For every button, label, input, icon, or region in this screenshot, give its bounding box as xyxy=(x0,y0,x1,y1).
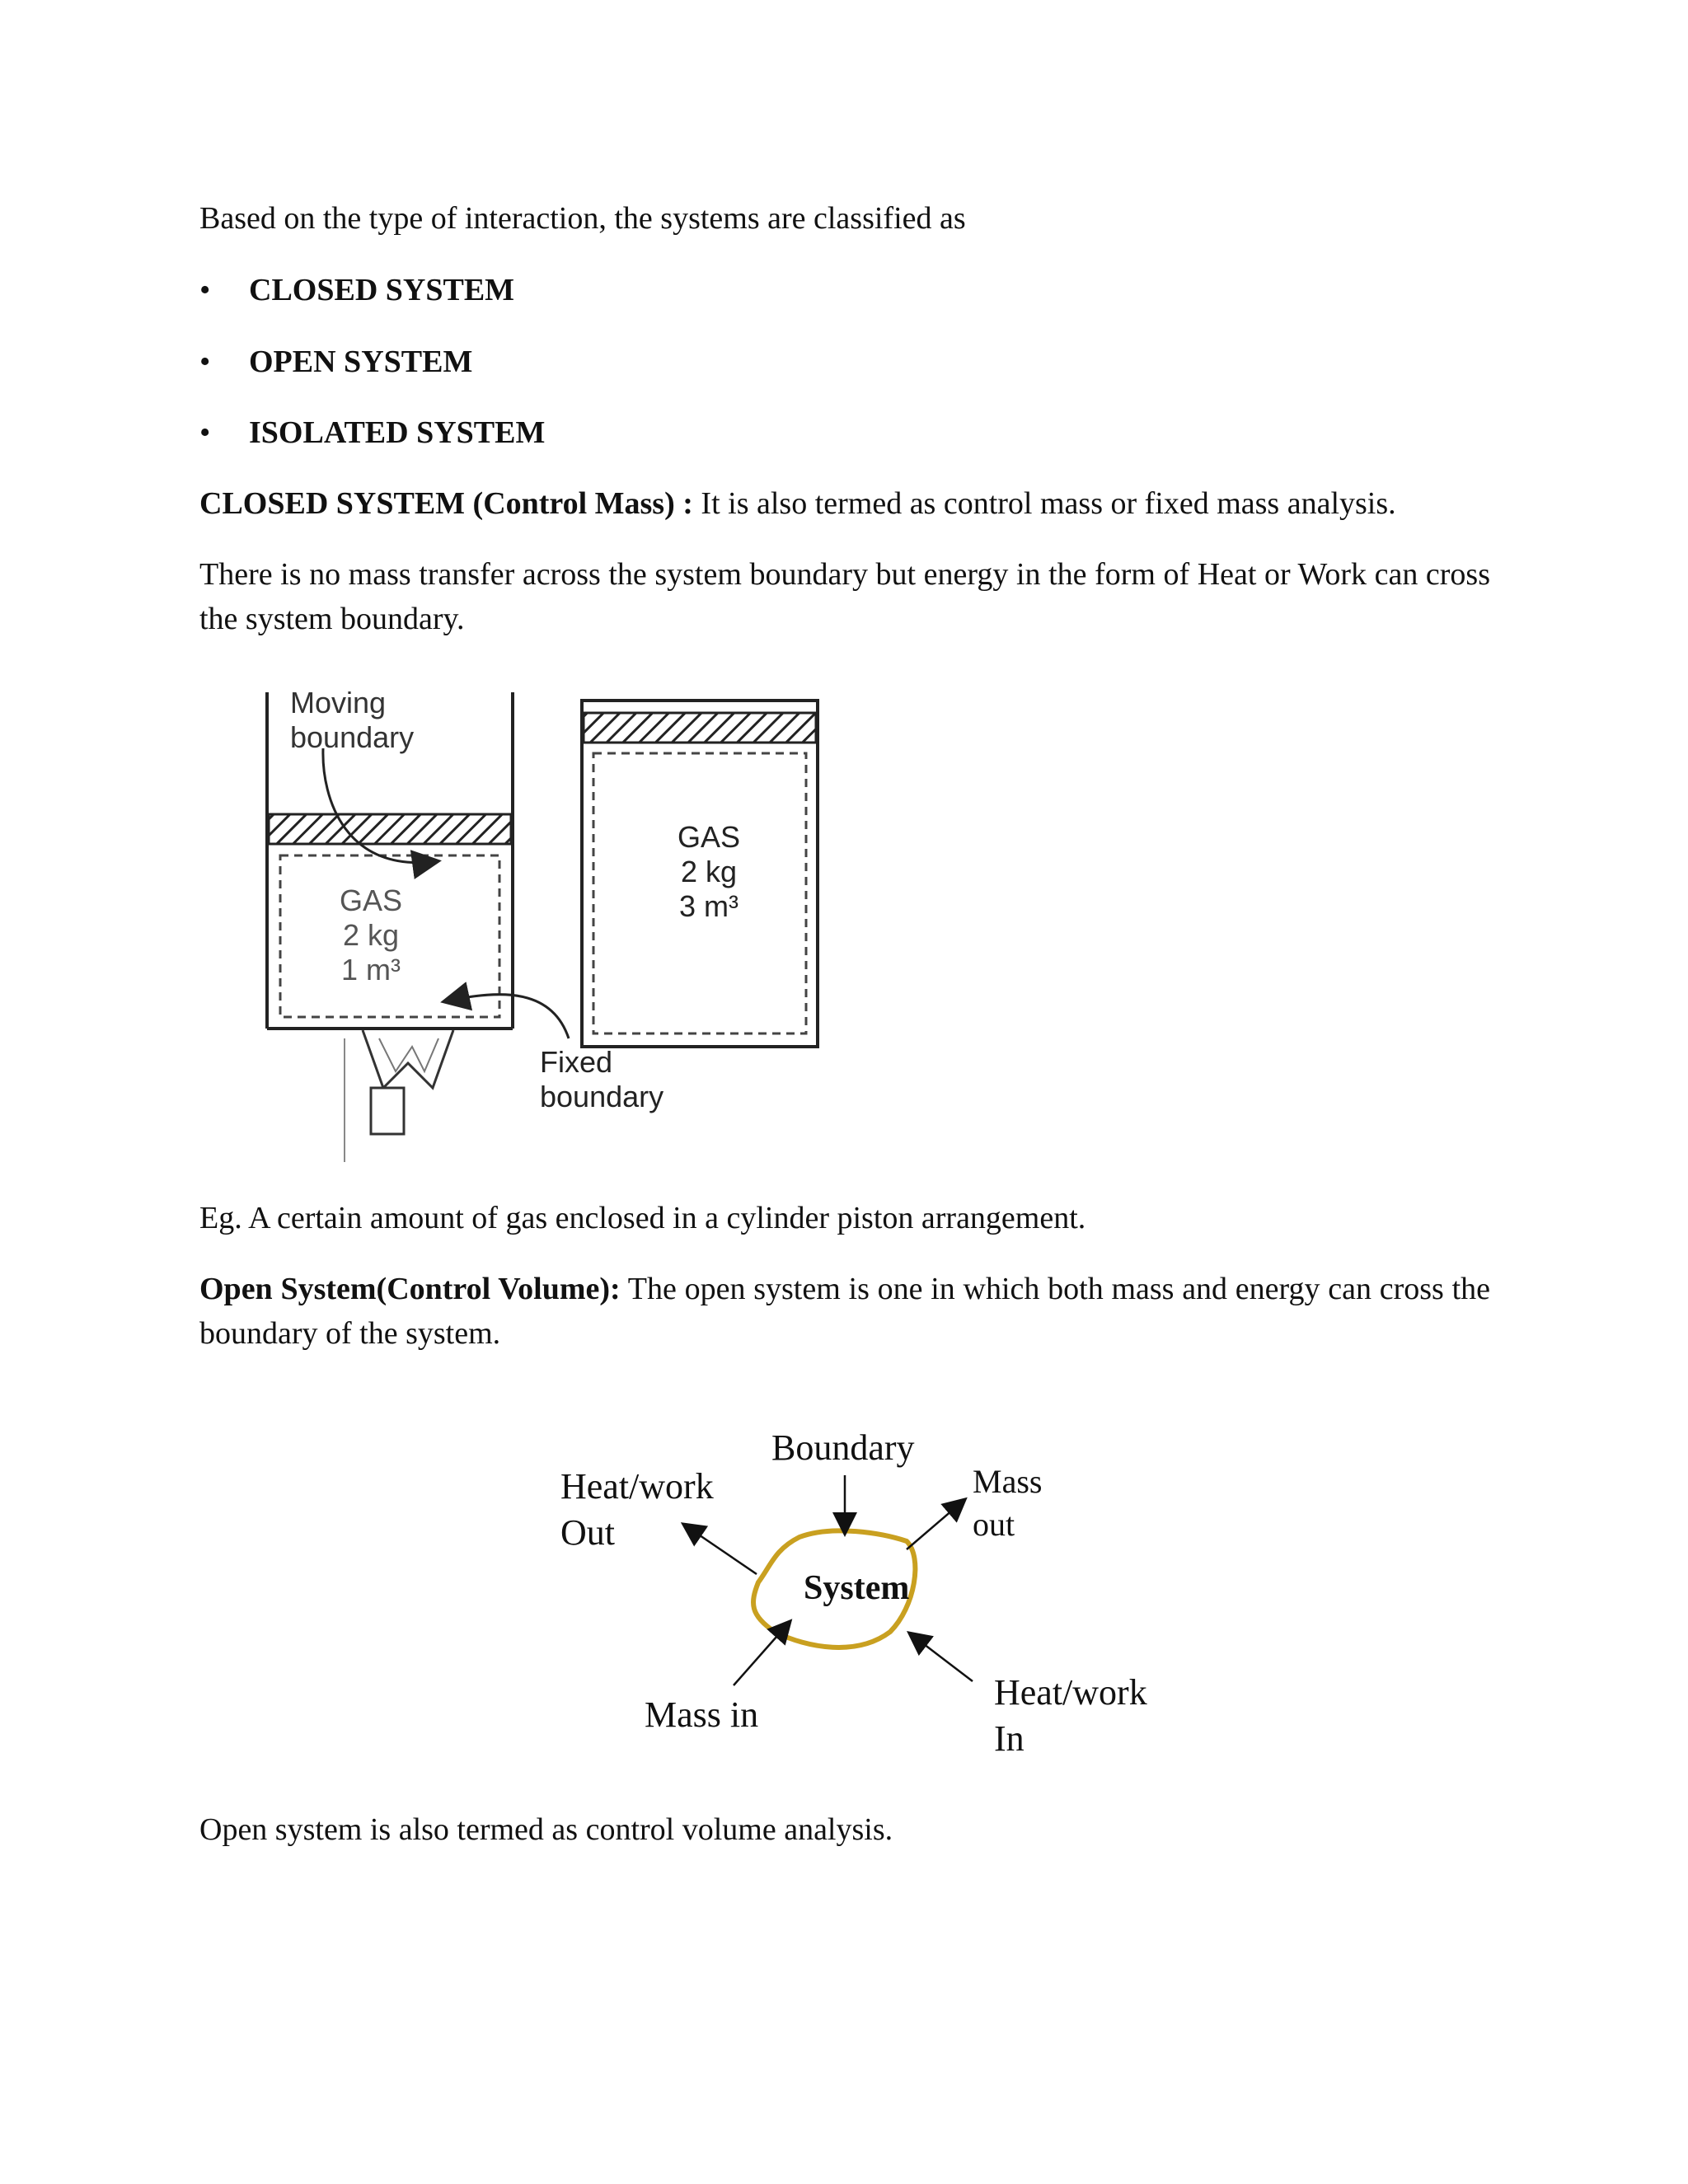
closed-system-heading-text: It is also termed as control mass or fixed mass analysis. xyxy=(692,486,1396,521)
fixed-piston xyxy=(584,713,816,743)
closed-system-paragraph: There is no mass transfer across the system boundary but energy in the form of Heat or Work can cross the system boundary. xyxy=(199,557,1490,636)
bullet-icon: • xyxy=(199,273,211,307)
open-system-heading: Open System(Control Volume): xyxy=(199,1272,621,1306)
moving-boundary-arrow xyxy=(323,748,437,863)
bullet-label: CLOSED SYSTEM xyxy=(249,273,515,307)
heat-in-arrow xyxy=(910,1633,973,1681)
open-system-definition xyxy=(199,1267,1490,1356)
bullet-closed-system xyxy=(199,268,514,312)
closed-system-example: Eg. A certain amount of gas enclosed in a cylinder piston arrangement. xyxy=(199,1201,1086,1235)
mass-out-label: Mass out xyxy=(973,1463,1043,1543)
boundary-label: Boundary xyxy=(771,1427,915,1468)
fixed-boundary-arrow xyxy=(445,995,569,1038)
fixed-boundary-label: Fixed boundary xyxy=(540,1045,664,1113)
mass-in-label: Mass in xyxy=(645,1694,759,1735)
moving-boundary-label: Moving boundary xyxy=(290,686,415,754)
left-gas-label: GAS 2 kg 1 m³ xyxy=(339,883,403,987)
open-system-heading-text: The open system is one in which both mass and energy can cross the boundary of the system. xyxy=(199,1272,1491,1351)
right-gas-label: GAS 2 kg 3 m³ xyxy=(677,820,741,923)
bullet-open-system xyxy=(199,340,472,384)
bullet-label: OPEN SYSTEM xyxy=(249,344,473,379)
burner-icon xyxy=(345,1030,453,1162)
system-label: System xyxy=(804,1569,910,1607)
mass-out-arrow xyxy=(907,1500,964,1549)
heat-work-out-label: Heat/work Out xyxy=(560,1466,714,1553)
bullet-isolated-system xyxy=(199,410,545,455)
mass-in-arrow xyxy=(734,1622,790,1685)
heat-work-in-label: Heat/work In xyxy=(994,1672,1147,1759)
bullet-icon: • xyxy=(199,415,211,450)
open-system-note: Open system is also termed as control volume analysis. xyxy=(199,1812,893,1847)
closed-system-heading: CLOSED SYSTEM (Control Mass) : xyxy=(199,486,693,521)
bullet-label: ISOLATED SYSTEM xyxy=(249,415,546,450)
bullet-icon: • xyxy=(199,344,211,379)
intro-text: Based on the type of interaction, the systems are classified as xyxy=(199,201,966,236)
moving-piston xyxy=(269,814,511,844)
closed-system-definition xyxy=(199,481,1396,526)
